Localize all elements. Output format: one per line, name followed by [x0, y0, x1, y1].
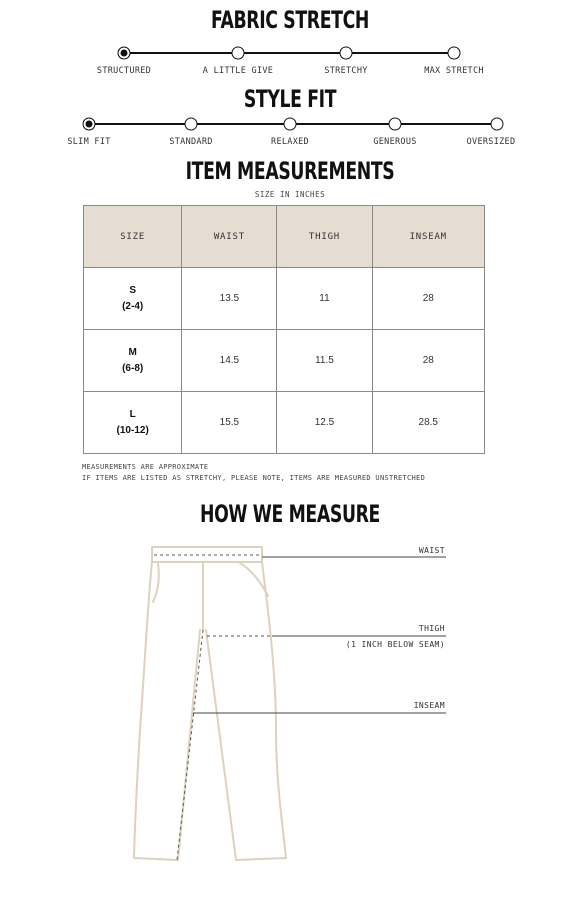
scale-label: STRETCHY — [324, 66, 368, 76]
style-fit-scale — [0, 111, 580, 151]
scale-marker-relaxed — [284, 118, 297, 131]
pants-right-leg — [206, 562, 286, 860]
size-name: L — [129, 408, 136, 420]
scale-track — [124, 52, 454, 54]
scale-marker-standard — [185, 118, 198, 131]
thigh-value: 11 — [277, 268, 372, 330]
table-row — [84, 392, 485, 454]
waist-value: 13.5 — [182, 268, 277, 330]
inseam-label: INSEAM — [413, 701, 445, 710]
table-row — [84, 330, 485, 392]
size-range: (6-8) — [122, 362, 144, 374]
inseam-value: 28.5 — [372, 392, 484, 454]
scale-marker-oversized — [491, 118, 504, 131]
scale-label: OVERSIZED — [466, 137, 516, 147]
scale-marker-a-little-give — [232, 47, 245, 60]
style-fit-title: STYLE FIT — [243, 85, 337, 113]
thigh-value: 12.5 — [277, 392, 372, 454]
stretch-note: IF ITEMS ARE LISTED AS STRETCHY, PLEASE NOTE, ITEMS ARE MEASURED UNSTRETCHED — [82, 474, 426, 482]
thigh-label: THIGH — [418, 624, 445, 633]
column-header-inseam: INSEAM — [372, 206, 484, 268]
how-we-measure-title: HOW WE MEASURE — [199, 500, 381, 528]
scale-marker-stretchy — [340, 47, 353, 60]
scale-label: A LITTLE GIVE — [202, 66, 274, 76]
column-header-thigh: THIGH — [277, 206, 372, 268]
column-header-size: SIZE — [84, 206, 182, 268]
scale-label: STRUCTURED — [96, 66, 152, 76]
inseam-value: 28 — [372, 268, 484, 330]
scale-label: STANDARD — [169, 137, 213, 147]
fabric-stretch-title: FABRIC STRETCH — [210, 6, 370, 34]
scale-marker-slim-fit — [83, 118, 96, 131]
pants-left-leg — [134, 562, 200, 860]
size-range: (2-4) — [122, 300, 144, 312]
thigh-note-label: (1 INCH BELOW SEAM) — [345, 640, 445, 649]
size-name: M — [128, 346, 137, 358]
size-name: S — [129, 284, 136, 296]
size-cell — [84, 392, 182, 454]
column-header-waist: WAIST — [182, 206, 277, 268]
scale-marker-structured — [118, 47, 131, 60]
table-row — [84, 268, 485, 330]
fabric-stretch-scale — [0, 40, 580, 80]
scale-label: GENEROUS — [373, 137, 417, 147]
inseam-value: 28 — [372, 330, 484, 392]
item-measurements-subtitle: SIZE IN INCHES — [254, 190, 326, 199]
size-cell — [84, 330, 182, 392]
waist-label: WAIST — [418, 546, 445, 555]
scale-marker-generous — [389, 118, 402, 131]
scale-label: MAX STRETCH — [424, 66, 484, 76]
measurement-note: MEASUREMENTS ARE APPROXIMATE — [82, 463, 209, 471]
table-header-row — [84, 206, 485, 268]
item-measurements-title: ITEM MEASUREMENTS — [185, 157, 395, 185]
size-cell — [84, 268, 182, 330]
scale-marker-max-stretch — [448, 47, 461, 60]
scale-label: SLIM FIT — [67, 137, 111, 147]
size-range: (10-12) — [116, 424, 149, 436]
waist-value: 14.5 — [182, 330, 277, 392]
waist-value: 15.5 — [182, 392, 277, 454]
scale-label: RELAXED — [271, 137, 309, 147]
pants-diagram — [0, 530, 580, 870]
pants-left-pocket — [153, 564, 159, 602]
thigh-value: 11.5 — [277, 330, 372, 392]
measurements-table — [83, 205, 485, 454]
